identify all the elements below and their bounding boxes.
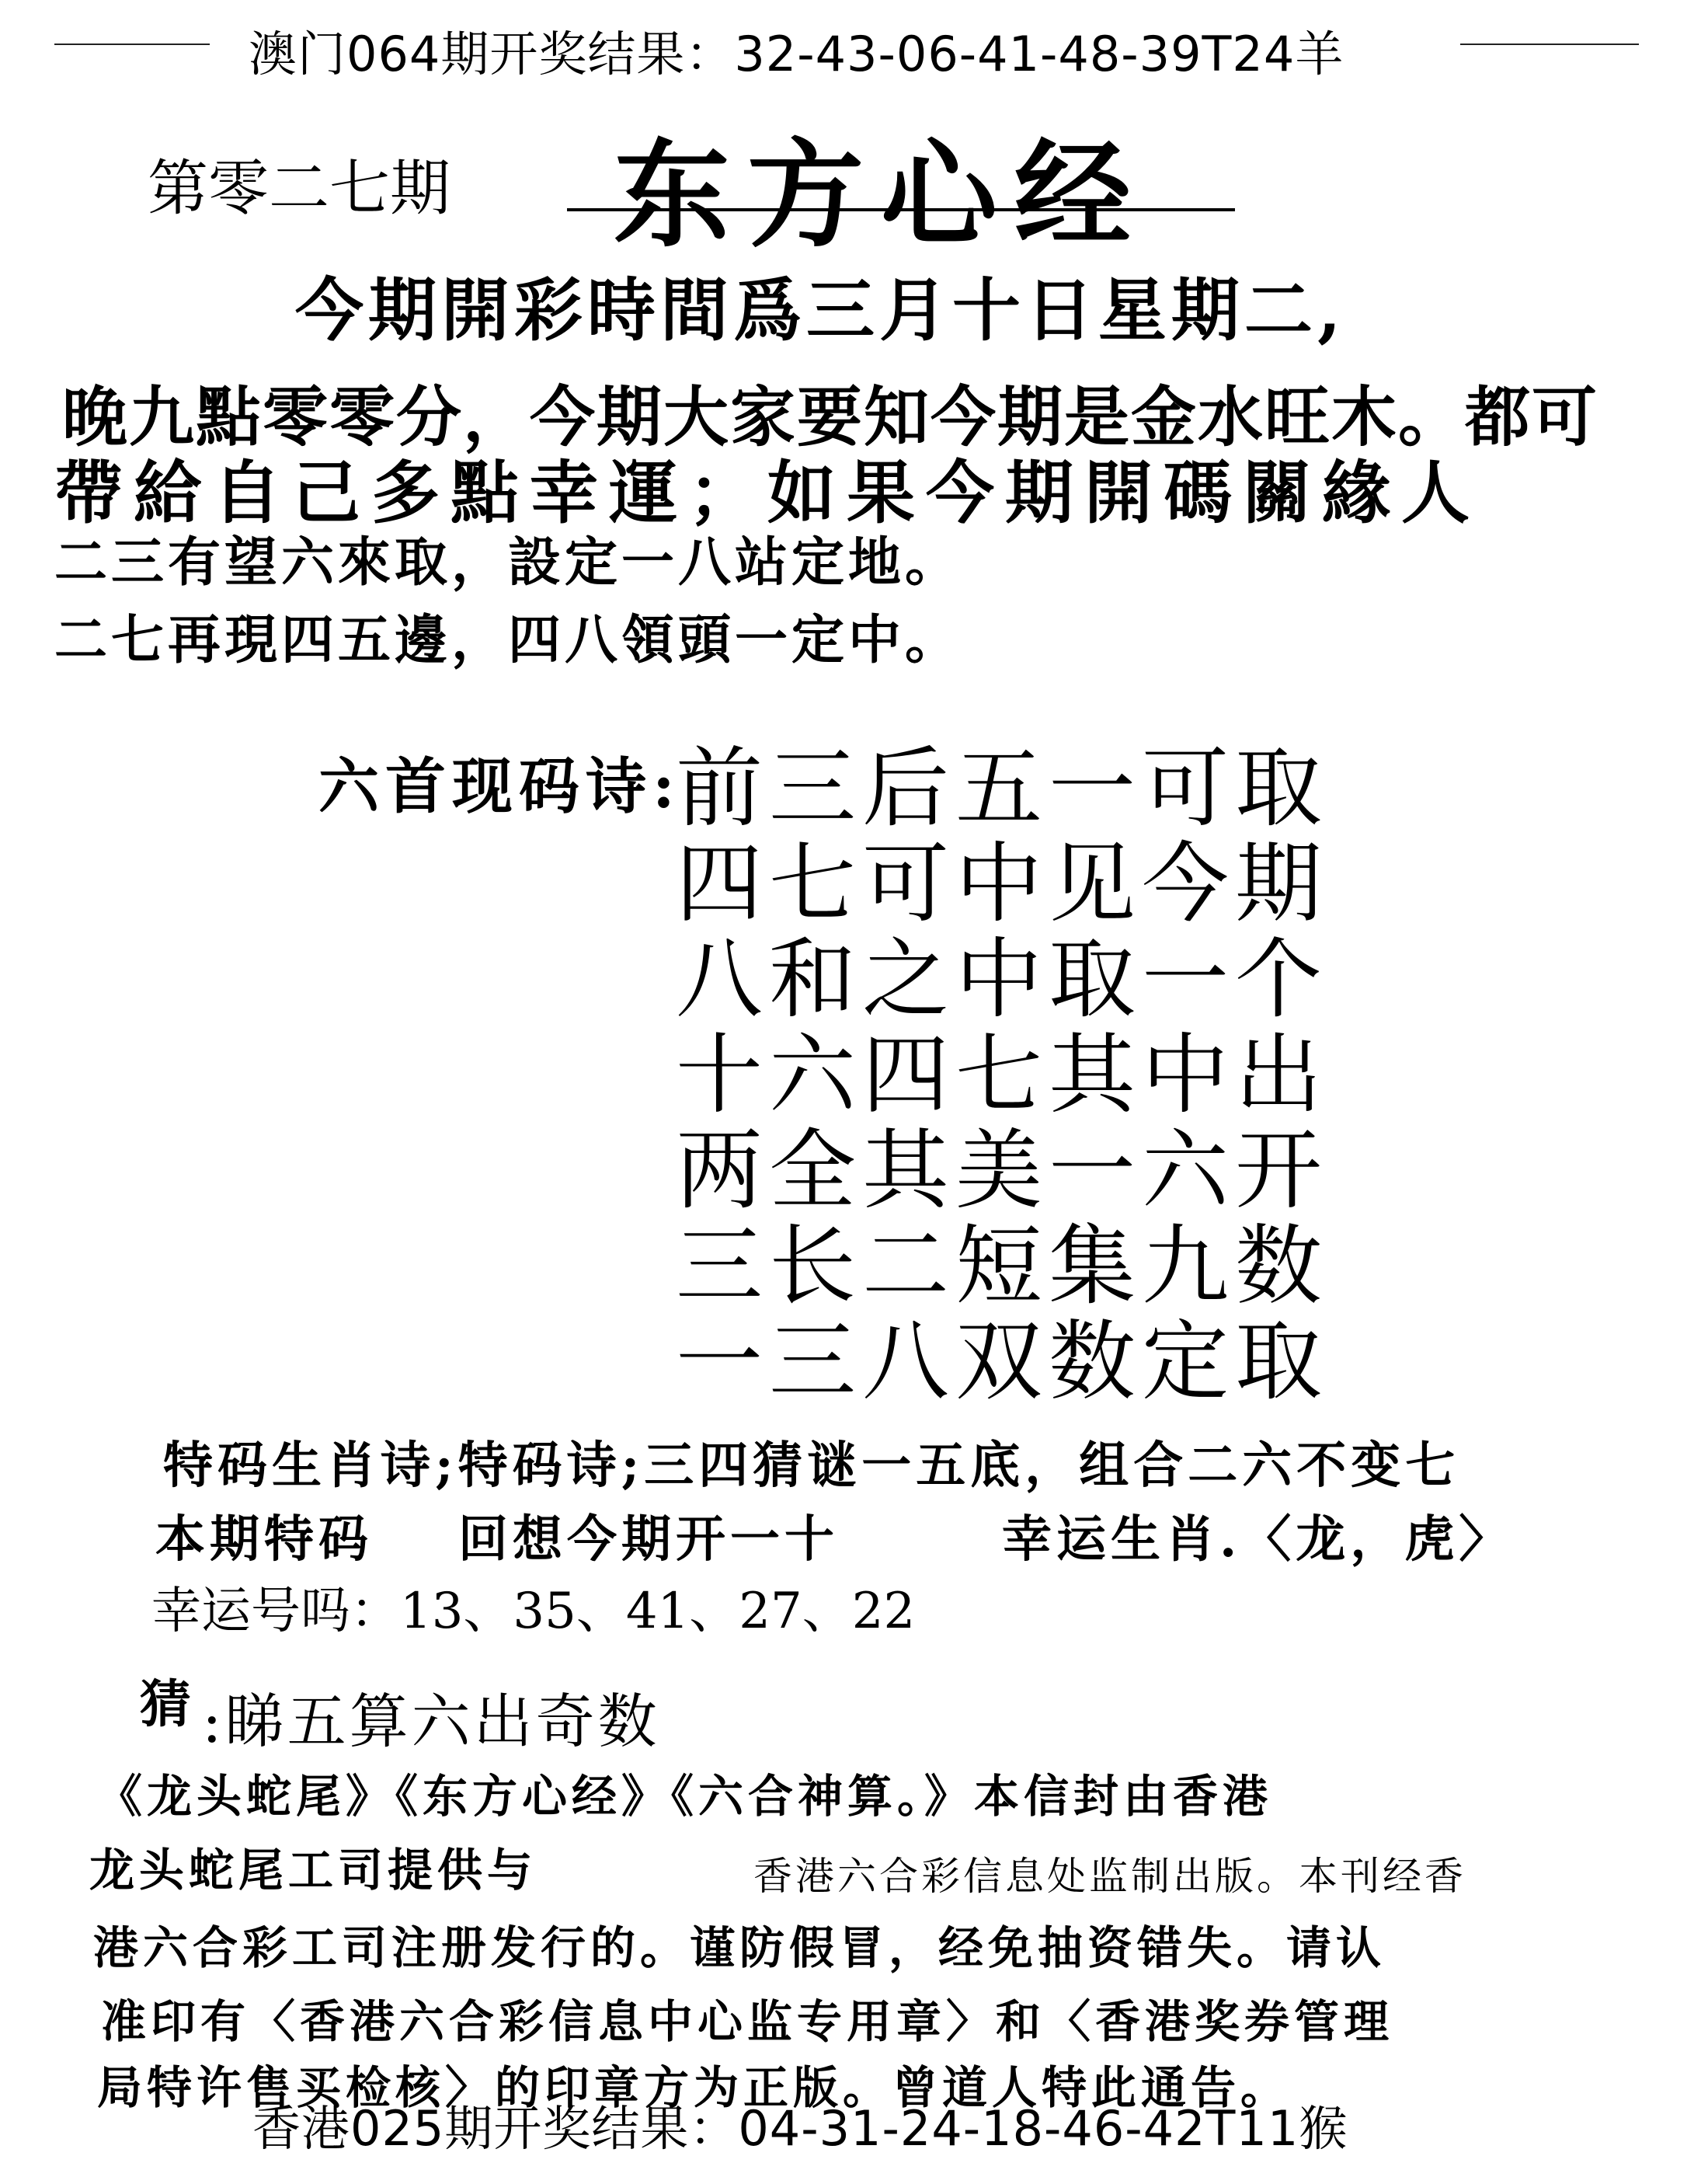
- guess-text: :睇五算六出奇数: [202, 1687, 660, 1756]
- intro-line-5: 二七再現四五邊，四八領頭一定中。: [54, 609, 962, 671]
- this-issue-label: 本期特码: [155, 1510, 373, 1569]
- intro-line-3: 帶給自己多點幸運；如果今期開碼關緣人: [54, 452, 1481, 533]
- intro-line-1: 今期開彩時間爲三月十日星期二,: [295, 270, 1346, 350]
- notice-line-1: 《龙头蛇尾》《东方心经》《六合神算。》本信封由香港: [97, 1770, 1273, 1823]
- notice-line-4: 准印有〈香港六合彩信息中心监专用章〉和〈香港奖券管理: [101, 1995, 1394, 2048]
- poem-line: 十六四七其中出: [676, 1025, 1328, 1126]
- header-rule-right: [1460, 44, 1639, 45]
- header-rule-left: [54, 44, 210, 45]
- issue-number: 第零二七期: [148, 154, 451, 224]
- macau-result-header: 澳门064期开奖结果：32-43-06-41-48-39T24羊: [249, 26, 1344, 82]
- guess-label: 猜: [140, 1674, 191, 1734]
- lucky-numbers: 幸运号吗：13、35、41、27、22: [151, 1583, 916, 1640]
- title-underline: [567, 208, 1235, 211]
- lucky-zodiac: 幸运生肖.〈龙，虎〉: [1002, 1510, 1514, 1569]
- poem-line: 前三后五一可取: [676, 738, 1328, 839]
- notice-line-2b: 香港六合彩信息处监制出版。本刊经香: [753, 1854, 1466, 1899]
- this-issue-value: 回想今期开一十: [458, 1510, 839, 1569]
- notice-line-3: 港六合彩工司注册发行的。谨防假冒，经免抽资错失。请认: [93, 1921, 1386, 1974]
- poem-line: 八和之中取一个: [676, 929, 1328, 1030]
- special-poem-line: 特码生肖诗;特码诗;三四猜谜一五底，组合二六不变七: [163, 1437, 1460, 1495]
- poem-line: 两全其美一六开: [676, 1120, 1328, 1221]
- intro-line-2: 晚九點零零分，今期大家要知今期是金水旺木。都可: [62, 378, 1599, 455]
- hk-result-footer: 香港025期开奖结果：04-31-24-18-46-42T11猴: [252, 2100, 1348, 2157]
- poem-line: 四七可中见今期: [676, 834, 1328, 935]
- page-title: 东方心经: [614, 127, 1149, 263]
- poem-line: 一三八双数定取: [676, 1311, 1328, 1412]
- poem-line: 三长二短集九数: [676, 1216, 1328, 1317]
- notice-line-2a: 龙头蛇尾工司提供与: [89, 1844, 537, 1897]
- notice-line-5: 局特许售买检核〉的印章方为正版。曾道人特此通告。: [97, 2061, 1291, 2114]
- intro-line-4: 二三有望六來取，設定一八站定地。: [54, 531, 962, 594]
- poem-label: 六首现码诗:: [318, 751, 681, 822]
